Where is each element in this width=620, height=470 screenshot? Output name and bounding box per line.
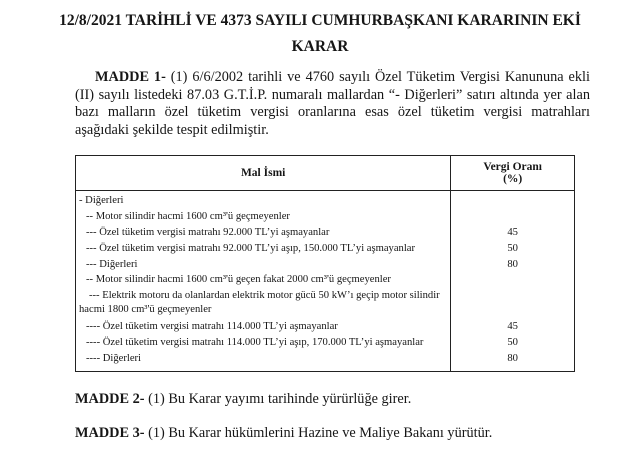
table-row: --- Özel tüketim vergisi matrahı 92.000 TL’yi aşmayanlar xyxy=(86,226,330,238)
rate-cell xyxy=(451,191,575,372)
madde-2-text: (1) Bu Karar yayımı tarihinde yürürlüğe girer. xyxy=(144,391,412,407)
goods-name-cell xyxy=(76,191,451,372)
table-row: -- Motor silindir hacmi 1600 cm³'ü geçmeyenler xyxy=(86,210,290,222)
madde-1-paragraph xyxy=(75,69,590,139)
madde-3-label: MADDE 3- xyxy=(75,425,145,441)
header-rate-line-2: (%) xyxy=(503,173,523,185)
rate-value: 80 xyxy=(507,258,518,270)
rate-value: 80 xyxy=(507,353,518,365)
table-row: --- Diğerleri xyxy=(86,258,138,270)
title-line-2: KARAR xyxy=(291,38,349,55)
rate-value: 45 xyxy=(507,321,518,333)
title-line-1: 12/8/2021 TARİHLİ VE 4373 SAYILI CUMHURBAŞKANI KARARININ EKİ xyxy=(59,12,581,29)
madde-3-text: (1) Bu Karar hükümlerini Hazine ve Maliye Bakanı yürütür. xyxy=(144,425,493,441)
rate-value: 45 xyxy=(507,226,518,238)
table-row: --- Özel tüketim vergisi matrahı 92.000 TL’yi aşıp, 150.000 TL’yi aşmayanlar xyxy=(86,242,416,254)
table-row: ---- Diğerleri xyxy=(86,353,141,365)
header-mal-ismi: Mal İsmi xyxy=(76,156,451,191)
table-row: - Diğerleri xyxy=(79,195,124,206)
rate-value xyxy=(451,272,574,288)
madde-2-label: MADDE 2- xyxy=(75,391,145,407)
header-rate-line-1: Vergi Oranı xyxy=(483,161,542,173)
madde-2-paragraph xyxy=(75,391,411,408)
rate-value xyxy=(451,209,574,225)
table-body-row xyxy=(76,191,575,372)
rate-value xyxy=(451,193,574,209)
madde-1-label: MADDE 1- xyxy=(95,69,166,85)
rate-value: 50 xyxy=(507,337,518,349)
table-row: --- Elektrik motoru da olanlardan elektrik motor gücü 50 kW’ı geçip motor silindir hacmi 1800 cm³'ü geçmeyenler xyxy=(79,290,440,316)
tax-rate-table xyxy=(75,155,575,372)
madde-1-text: (1) 6/6/2002 tarihli ve 4760 sayılı Özel Tüketim Vergisi Kanununa ekli (II) sayılı listedeki 87.03 G.T.İ.P. numaralı mallardan “- Diğerleri” satırı altında yer alan bazı malların özel tüketim vergisi oranlarına esas özel tüketim vergisi matrahları aşağıdaki şekilde tespit edilmiştir. xyxy=(75,69,590,138)
table-row: ---- Özel tüketim vergisi matrahı 114.000 TL’yi aşmayanlar xyxy=(86,321,338,333)
madde-3-paragraph xyxy=(75,425,492,442)
table-row: -- Motor silindir hacmi 1600 cm³'ü geçen fakat 2000 cm³'ü geçmeyenler xyxy=(86,274,391,286)
rate-value: 50 xyxy=(507,242,518,254)
rate-value xyxy=(451,288,574,319)
document-title xyxy=(40,8,600,60)
table-header-row xyxy=(76,156,575,191)
header-vergi-orani xyxy=(451,156,575,191)
table-row: ---- Özel tüketim vergisi matrahı 114.000 TL’yi aşıp, 170.000 TL’yi aşmayanlar xyxy=(86,337,424,349)
